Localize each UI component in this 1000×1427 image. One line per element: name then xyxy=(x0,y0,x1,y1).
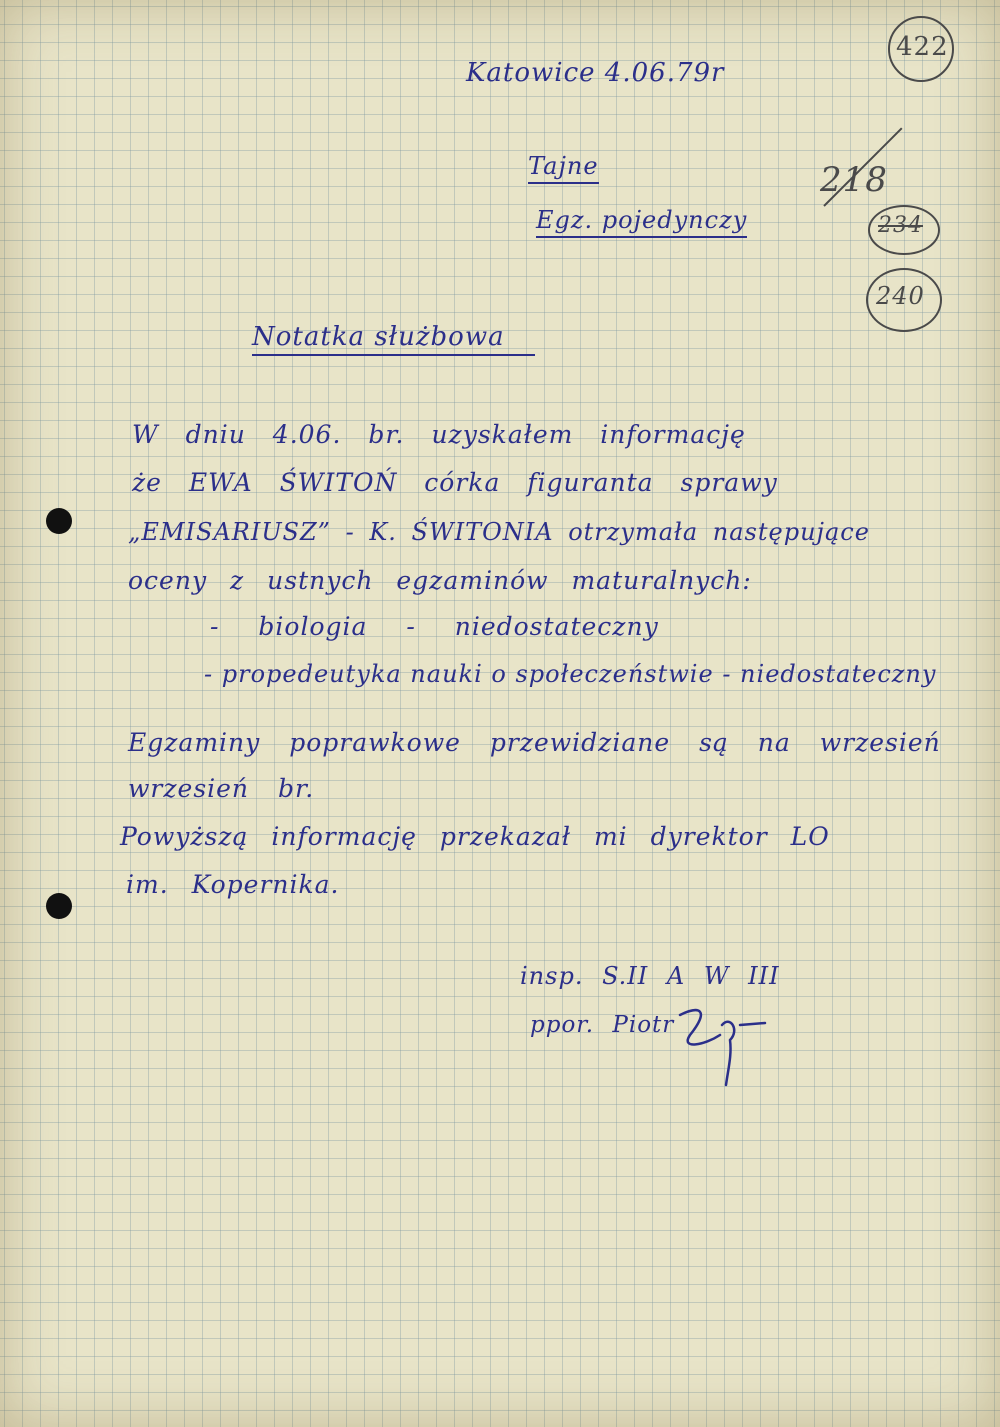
body-line: Egzaminy poprawkowe przewidziane są na wrzesień xyxy=(128,728,941,757)
body-line: W dniu 4.06. br. uzyskałem informację xyxy=(132,420,746,449)
handwritten-signature xyxy=(670,995,770,1090)
archive-number-circled: 240 xyxy=(876,282,925,310)
punch-hole-top xyxy=(46,508,72,534)
body-line: - biologia - niedostateczny xyxy=(210,612,659,641)
signature-unit: insp. S.II A W III xyxy=(520,962,780,990)
body-line: wrzesień br. xyxy=(128,774,315,803)
place-date: Katowice 4.06.79r xyxy=(466,58,725,88)
body-line: że EWA ŚWITOŃ córka figuranta sprawy xyxy=(132,468,778,497)
body-line: Powyższą informację przekazał mi dyrektor LO xyxy=(120,822,830,851)
classification: Tajne xyxy=(528,152,599,184)
signature-name: ppor. Piotr xyxy=(530,1012,675,1038)
document-title: Notatka służbowa xyxy=(252,322,535,356)
punch-hole-bottom xyxy=(46,893,72,919)
archive-number-alt: 218 xyxy=(820,160,888,200)
page-number: 422 xyxy=(896,32,949,62)
body-line: „EMISARIUSZ” - K. ŚWITONIA otrzymała następujące xyxy=(128,518,870,546)
copy-designation: Egz. pojedynczy xyxy=(536,206,747,238)
body-line: im. Kopernika. xyxy=(126,870,340,899)
body-line: oceny z ustnych egzaminów maturalnych: xyxy=(128,566,752,595)
archive-number-struck: 234 xyxy=(878,213,923,238)
body-line: - propedeutyka nauki o społeczeństwie - niedostateczny xyxy=(204,660,937,688)
